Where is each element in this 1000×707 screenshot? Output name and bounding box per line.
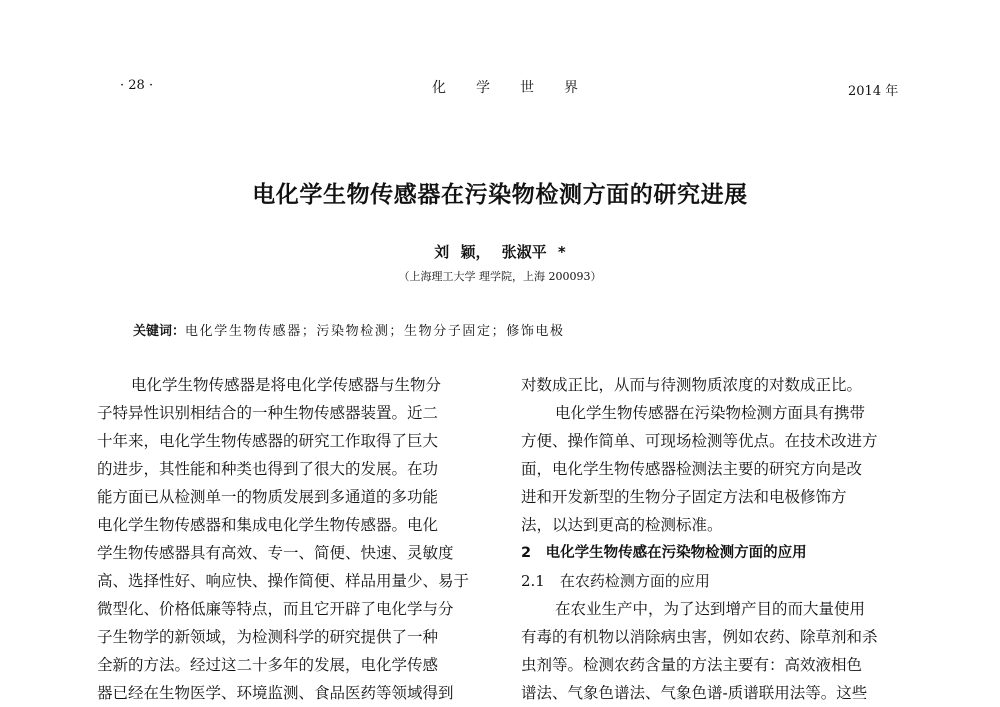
paragraph-line: 十年来，电化学生物传感器的研究工作取得了巨大 [97, 432, 439, 450]
subsection-heading: 2.1 在农药检测方面的应用 [521, 572, 710, 590]
left-column [97, 371, 485, 707]
keywords-label: 关键词： [133, 324, 186, 339]
paragraph-line: 对数成正比，从而与待测物质浓度的对数成正比。 [521, 376, 863, 394]
paragraph-line: 在农业生产中，为了达到增产目的而大量使用 [555, 600, 866, 618]
author-affiliation: （上海理工大学 理学院，上海 200093） [398, 270, 602, 283]
paragraph-line: 能方面已从检测单一的物质发展到多通道的多功能 [97, 488, 439, 506]
paragraph-line: 电化学生物传感器是将电化学传感器与生物分 [131, 376, 442, 394]
article-authors: 刘 颖， 张淑平 * [434, 243, 566, 261]
keywords-text: 电化学生物传感器；污染物检测；生物分子固定；修饰电极 [185, 324, 565, 339]
right-column [521, 371, 913, 707]
paragraph-line: 微型化、价格低廉等特点，而且它开辟了电化学与分 [97, 600, 454, 618]
paragraph-line: 子生物学的新领域，为检测科学的研究提供了一种 [97, 628, 439, 646]
keywords-line [133, 320, 565, 339]
journal-name: 化学世界 [432, 80, 608, 96]
paragraph-line: 全新的方法。经过这二十多年的发展，电化学传感 [97, 656, 439, 674]
paragraph-line: 谱法、气象色谱法、气象色谱-质谱联用法等。这些 [521, 684, 868, 702]
paragraph-line: 电化学生物传感器和集成电化学生物传感器。电化 [97, 516, 439, 534]
paragraph-line: 进和开发新型的生物分子固定方法和电极修饰方 [521, 488, 847, 506]
publication-year: 2014 年 [848, 84, 899, 99]
paragraph-line: 学生物传感器具有高效、专一、简便、快速、灵敏度 [97, 544, 454, 562]
paragraph-line: 的进步，其性能和种类也得到了很大的发展。在功 [97, 460, 439, 478]
paragraph-line: 器已经在生物医学、环境监测、食品医药等领域得到 [97, 684, 454, 702]
paragraph-line: 虫剂等。检测农药含量的方法主要有：高效液相色 [521, 656, 863, 674]
paragraph-line: 高、选择性好、响应快、操作简便、样品用量少、易于 [97, 572, 470, 590]
section-heading: 2 电化学生物传感在污染物检测方面的应用 [521, 545, 807, 561]
paragraph-line: 法，以达到更高的检测标准。 [521, 516, 723, 534]
paragraph-line: 电化学生物传感器在污染物检测方面具有携带 [555, 404, 866, 422]
paragraph-line: 有毒的有机物以消除病虫害，例如农药、除草剂和杀 [521, 628, 878, 646]
paragraph-line: 方便、操作简单、可现场检测等优点。在技术改进方 [521, 432, 878, 450]
page-number: · 28 · [120, 78, 154, 93]
paragraph-line: 子特异性识别相结合的一种生物传感器装置。近二 [97, 404, 439, 422]
article-title: 电化学生物传感器在污染物检测方面的研究进展 [252, 182, 748, 208]
paragraph-line: 面，电化学生物传感器检测法主要的研究方向是改 [521, 460, 863, 478]
